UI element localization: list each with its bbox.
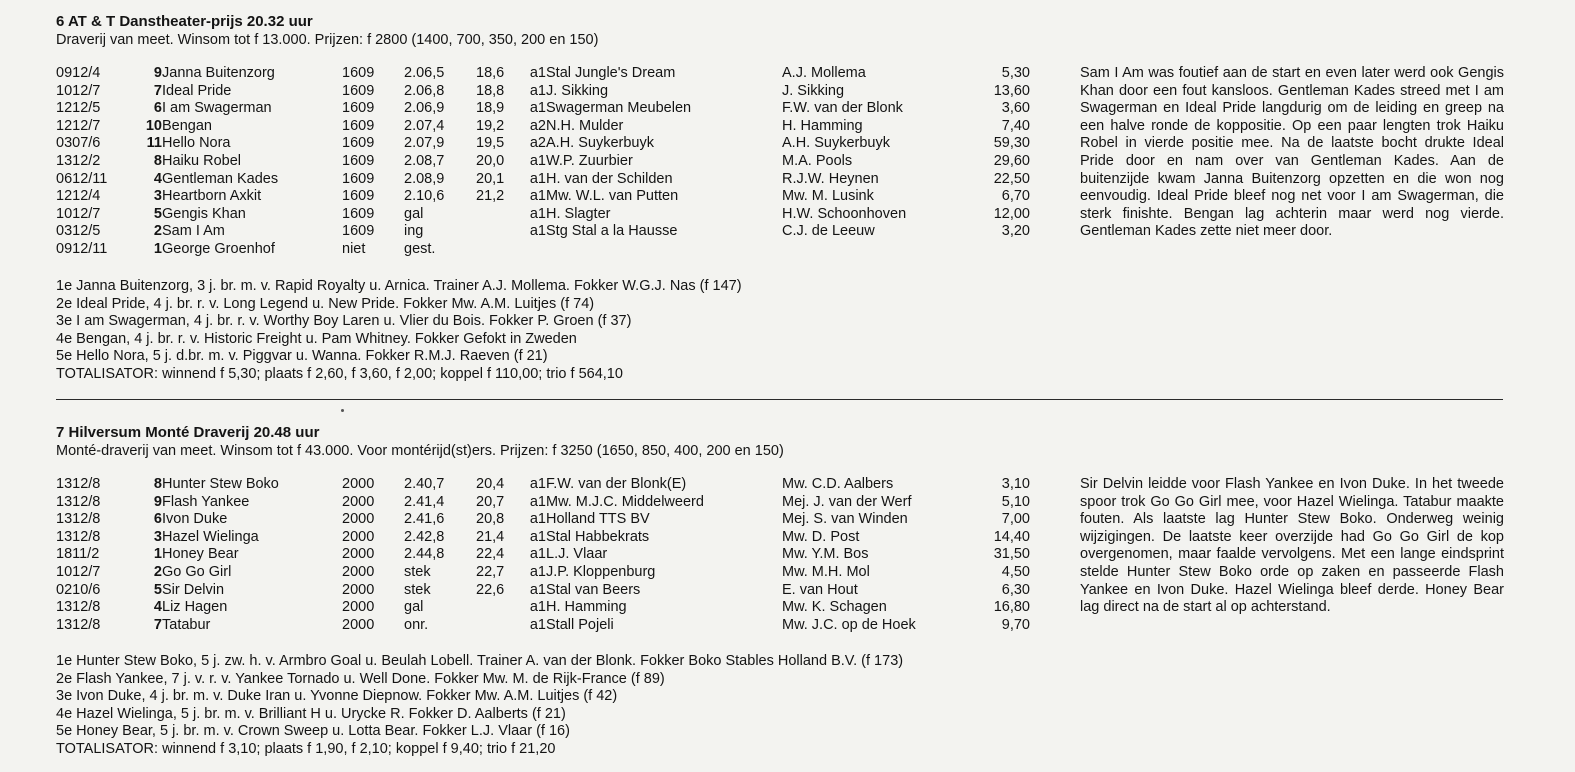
- distance-cell: 2000: [342, 599, 375, 616]
- odds-cell: 3,10: [1001, 476, 1030, 492]
- owner-cell: H. Hamming: [546, 599, 627, 616]
- finish-time-cell: gest.: [404, 240, 436, 257]
- finish-time-cell: 2.41,6: [404, 511, 445, 528]
- remark-cell: a1: [529, 82, 546, 99]
- remark-cell: a1: [529, 599, 546, 616]
- start-number-cell: 9: [153, 493, 162, 510]
- result-row: [56, 65, 1030, 83]
- km-time-cell: [476, 241, 516, 259]
- result-row: [56, 118, 1030, 136]
- odds-cell: 16,80: [993, 599, 1030, 616]
- finish-time-cell: 2.06,5: [404, 65, 445, 81]
- distance-cell: niet: [342, 240, 366, 257]
- horse-name-cell: Ivon Duke: [162, 511, 228, 528]
- odds-cell: 5,10: [1001, 493, 1030, 510]
- driver-cell: A.H. Suykerbuyk: [782, 135, 890, 152]
- start-code-cell: 1012/7: [56, 205, 101, 222]
- race-6-rows: [56, 65, 1030, 259]
- distance-cell: 1609: [342, 152, 375, 169]
- start-number-cell: 6: [153, 100, 162, 117]
- distance-cell: 2000: [342, 476, 375, 492]
- driver-cell: C.J. de Leeuw: [782, 223, 875, 240]
- km-time-cell: 22,4: [476, 546, 505, 563]
- km-time-cell: 19,2: [476, 117, 505, 134]
- start-code-cell: 1312/8: [56, 493, 101, 510]
- start-number-cell: 1: [153, 240, 162, 257]
- horse-name-cell: Sir Delvin: [162, 581, 225, 598]
- odds-cell: 7,40: [1001, 117, 1030, 134]
- start-number-cell: 8: [153, 476, 162, 492]
- start-code-cell: 0612/11: [56, 170, 108, 187]
- horse-name-cell: Heartborn Axkit: [162, 188, 262, 205]
- odds-cell: [970, 241, 1030, 259]
- owner-cell: Mw. W.L. van Putten: [546, 188, 679, 205]
- result-row: [56, 241, 1030, 259]
- remark-cell: a1: [529, 528, 546, 545]
- start-number-cell: 11: [146, 135, 162, 152]
- finish-time-cell: 2.42,8: [404, 528, 445, 545]
- distance-cell: 1609: [342, 100, 375, 117]
- result-row: [56, 582, 1030, 600]
- start-code-cell: 0307/6: [56, 135, 101, 152]
- horse-name-cell: Gengis Khan: [162, 205, 246, 222]
- owner-cell: Stal Habbekrats: [546, 528, 650, 545]
- start-number-cell: 4: [153, 170, 162, 187]
- start-number-cell: 2: [153, 223, 162, 240]
- result-row: [56, 83, 1030, 101]
- horse-name-cell: George Groenhof: [162, 240, 275, 257]
- race-7-rows: [56, 476, 1030, 634]
- driver-cell: Mej. J. van der Werf: [782, 493, 912, 510]
- remark-cell: a2: [529, 117, 546, 134]
- finish-time-cell: 2.10,6: [404, 188, 445, 205]
- race-6-results-table: [56, 65, 1030, 259]
- driver-cell: E. van Hout: [782, 581, 858, 598]
- owner-cell: [546, 241, 782, 259]
- finish-time-cell: stek: [404, 581, 431, 598]
- remark-cell: a1: [529, 152, 546, 169]
- km-time-cell: 21,2: [476, 188, 505, 205]
- driver-cell: A.J. Mollema: [782, 65, 866, 81]
- km-time-cell: 20,8: [476, 511, 505, 528]
- owner-cell: H. van der Schilden: [546, 170, 673, 187]
- owner-cell: F.W. van der Blonk(E): [546, 476, 687, 492]
- km-time-cell: [476, 223, 516, 241]
- start-number-cell: 10: [145, 117, 162, 134]
- distance-cell: 2000: [342, 511, 375, 528]
- remark-cell: a1: [529, 170, 546, 187]
- result-row: [56, 511, 1030, 529]
- print-speck: [341, 409, 344, 412]
- race-6-pedigree-line: 4e Bengan, 4 j. br. r. v. Historic Freight u. Pam Whitney. Fokker Gefokt in Zweden: [56, 330, 577, 347]
- start-code-cell: 1212/5: [56, 100, 101, 117]
- driver-cell: Mw. Y.M. Bos: [782, 546, 869, 563]
- finish-time-cell: 2.07,9: [404, 135, 445, 152]
- start-number-cell: 7: [153, 82, 162, 99]
- horse-name-cell: Hello Nora: [162, 135, 231, 152]
- start-number-cell: 1: [153, 546, 162, 563]
- owner-cell: N.H. Mulder: [546, 117, 624, 134]
- km-time-cell: 18,8: [476, 82, 505, 99]
- horse-name-cell: Flash Yankee: [162, 493, 250, 510]
- remark-cell: a2: [529, 135, 546, 152]
- owner-cell: A.H. Suykerbuyk: [546, 135, 654, 152]
- result-row: [56, 223, 1030, 241]
- race-6-pedigree-line: 2e Ideal Pride, 4 j. br. r. v. Long Legend u. New Pride. Fokker Mw. A.M. Luitjes (f 74): [56, 295, 595, 312]
- odds-cell: 31,50: [993, 546, 1030, 563]
- owner-cell: J.P. Kloppenburg: [546, 563, 656, 580]
- start-code-cell: 0312/5: [56, 223, 101, 240]
- horse-name-cell: Bengan: [162, 117, 212, 134]
- odds-cell: 12,00: [993, 205, 1030, 222]
- odds-cell: 4,50: [1001, 563, 1030, 580]
- driver-cell: Mw. M. Lusink: [782, 188, 874, 205]
- owner-cell: Stg Stal a la Hausse: [546, 223, 678, 240]
- distance-cell: 1609: [342, 188, 375, 205]
- driver-cell: Mw. J.C. op de Hoek: [782, 616, 916, 633]
- finish-time-cell: 2.08,9: [404, 170, 445, 187]
- remark-cell: a1: [529, 476, 546, 492]
- km-time-cell: 18,6: [476, 65, 505, 81]
- finish-time-cell: 2.41,4: [404, 493, 445, 510]
- distance-cell: 1609: [342, 170, 375, 187]
- result-row: [56, 476, 1030, 494]
- odds-cell: 7,00: [1001, 511, 1030, 528]
- start-code-cell: 1312/8: [56, 599, 101, 616]
- start-number-cell: 4: [153, 599, 162, 616]
- remark-cell: a1: [529, 223, 546, 240]
- odds-cell: 13,60: [993, 82, 1030, 99]
- horse-name-cell: Ideal Pride: [162, 82, 232, 99]
- start-code-cell: 1012/7: [56, 563, 101, 580]
- km-time-cell: 20,1: [476, 170, 505, 187]
- result-row: [56, 135, 1030, 153]
- odds-cell: 9,70: [1001, 616, 1030, 633]
- distance-cell: 1609: [342, 65, 375, 81]
- owner-cell: Swagerman Meubelen: [546, 100, 692, 117]
- start-number-cell: 5: [153, 581, 162, 598]
- horse-name-cell: Hazel Wielinga: [162, 528, 259, 545]
- driver-cell: Mw. D. Post: [782, 528, 860, 545]
- driver-cell: F.W. van der Blonk: [782, 100, 903, 117]
- race-7-section: [56, 424, 1556, 757]
- result-row: [56, 546, 1030, 564]
- start-code-cell: 1012/7: [56, 82, 101, 99]
- distance-cell: 2000: [342, 493, 375, 510]
- odds-cell: 14,40: [993, 528, 1030, 545]
- finish-time-cell: 2.40,7: [404, 476, 445, 492]
- driver-cell: [782, 241, 970, 259]
- start-code-cell: 0912/11: [56, 240, 108, 257]
- result-row: [56, 206, 1030, 224]
- horse-name-cell: Honey Bear: [162, 546, 239, 563]
- start-code-cell: 1312/8: [56, 616, 101, 633]
- km-time-cell: 22,7: [476, 563, 505, 580]
- driver-cell: Mw. C.D. Aalbers: [782, 476, 894, 492]
- finish-time-cell: ing: [404, 223, 424, 240]
- finish-time-cell: 2.06,9: [404, 100, 445, 117]
- race-7-pedigree-line: 1e Hunter Stew Boko, 5 j. zw. h. v. Armbro Goal u. Beulah Lobell. Trainer A. van der Blonk. Fokker Boko Stables Holland B.V. (f 173): [56, 653, 904, 669]
- horse-name-cell: Sam I Am: [162, 223, 225, 240]
- driver-cell: R.J.W. Heynen: [782, 170, 879, 187]
- distance-cell: 2000: [342, 528, 375, 545]
- owner-cell: Stal Jungle's Dream: [546, 65, 676, 81]
- race-7-comment: Sir Delvin leidde voor Flash Yankee en Ivon Duke. In het tweede spoor trok Go Go Girl mee, voor Hazel Wielinga. Tatabur maakte fouten. Als laatste lag Hunter Stew Boko. Onderweg weinig wijzigingen. De laatste keer overzijde had Go Go Girl de kop overgenomen, maar faalde vervolgens. Met een lange eindsprint stelde Hunter Stew Boko orde op zaken en passeerde Flash Yankee en Ivon Duke. Hazel Wielinga bleef derde. Honey Bear lag direct na de start al op achterstand.: [1080, 476, 1504, 616]
- race-7-totalisator: TOTALISATOR: winnend f 3,10; plaats f 1,90, f 2,10; koppel f 9,40; trio f 21,20: [56, 740, 556, 757]
- horse-name-cell: Haiku Robel: [162, 152, 241, 169]
- race-7-pedigree-line: 4e Hazel Wielinga, 5 j. br. m. v. Brilliant H u. Urycke R. Fokker D. Aalberts (f 21): [56, 705, 566, 722]
- remark-cell: a1: [529, 511, 546, 528]
- odds-cell: 6,70: [1001, 188, 1030, 205]
- result-row: [56, 153, 1030, 171]
- odds-cell: 29,60: [993, 152, 1030, 169]
- odds-cell: 59,30: [993, 135, 1030, 152]
- race-6-title: 6 AT & T Danstheater-prijs 20.32 uur: [56, 13, 313, 30]
- remark-cell: a1: [529, 205, 546, 222]
- finish-time-cell: gal: [404, 599, 424, 616]
- result-row: [56, 599, 1030, 617]
- result-row: [56, 188, 1030, 206]
- odds-cell: 3,60: [1001, 100, 1030, 117]
- finish-time-cell: onr.: [404, 616, 429, 633]
- distance-cell: 1609: [342, 82, 375, 99]
- odds-cell: 5,30: [1001, 65, 1030, 81]
- section-divider: [56, 399, 1503, 400]
- km-time-cell: [476, 206, 516, 224]
- finish-time-cell: 2.07,4: [404, 117, 445, 134]
- finish-time-cell: 2.44,8: [404, 546, 445, 563]
- driver-cell: Mw. K. Schagen: [782, 599, 887, 616]
- race-7-results-table: [56, 476, 1030, 634]
- horse-name-cell: Gentleman Kades: [162, 170, 279, 187]
- race-6-pedigree-line: 5e Hello Nora, 5 j. d.br. m. v. Piggvar u. Wanna. Fokker R.M.J. Raeven (f 21): [56, 348, 548, 365]
- driver-cell: J. Sikking: [782, 82, 845, 99]
- horse-name-cell: Tatabur: [162, 616, 211, 633]
- remark-cell: a1: [529, 616, 546, 633]
- horse-name-cell: I am Swagerman: [162, 100, 272, 117]
- remark-cell: a1: [529, 546, 546, 563]
- result-row: [56, 617, 1030, 635]
- km-time-cell: 21,4: [476, 528, 505, 545]
- driver-cell: Mw. M.H. Mol: [782, 563, 870, 580]
- result-row: [56, 529, 1030, 547]
- start-code-cell: 1212/4: [56, 188, 101, 205]
- race-7-pedigree-line: 2e Flash Yankee, 7 j. v. r. v. Yankee Tornado u. Well Done. Fokker Mw. M. de Rijk-France (f 89): [56, 670, 665, 687]
- race-6-subtitle: Draverij van meet. Winsom tot f 13.000. Prijzen: f 2800 (1400, 700, 350, 200 en 150): [56, 32, 599, 48]
- result-row: [56, 494, 1030, 512]
- race-6-pedigree-line: 1e Janna Buitenzorg, 3 j. br. m. v. Rapid Royalty u. Arnica. Trainer A.J. Mollema. Fokker W.G.J. Nas (f 147): [56, 278, 742, 294]
- owner-cell: J. Sikking: [546, 82, 609, 99]
- result-row: [56, 171, 1030, 189]
- start-number-cell: 6: [153, 511, 162, 528]
- start-number-cell: 3: [153, 188, 162, 205]
- race-7-pedigree-line: 3e Ivon Duke, 4 j. br. m. v. Duke Iran u. Yvonne Diepnow. Fokker Mw. A.M. Luitjes (f 42): [56, 688, 618, 705]
- start-code-cell: 1811/2: [56, 546, 100, 563]
- start-code-cell: 0210/6: [56, 581, 101, 598]
- start-code-cell: 1312/2: [56, 152, 101, 169]
- distance-cell: 2000: [342, 616, 375, 633]
- owner-cell: L.J. Vlaar: [546, 546, 608, 563]
- start-code-cell: 0912/4: [56, 65, 101, 81]
- km-time-cell: 18,9: [476, 100, 505, 117]
- owner-cell: Stal van Beers: [546, 581, 641, 598]
- finish-time-cell: gal: [404, 205, 424, 222]
- start-code-cell: 1212/7: [56, 117, 101, 134]
- start-number-cell: 5: [153, 205, 162, 222]
- distance-cell: 2000: [342, 563, 375, 580]
- km-time-cell: 22,6: [476, 581, 505, 598]
- start-code-cell: 1312/8: [56, 476, 101, 492]
- owner-cell: H. Slagter: [546, 205, 611, 222]
- distance-cell: 1609: [342, 205, 375, 222]
- odds-cell: 3,20: [1001, 223, 1030, 240]
- owner-cell: Holland TTS BV: [546, 511, 650, 528]
- distance-cell: 2000: [342, 581, 375, 598]
- km-time-cell: 19,5: [476, 135, 505, 152]
- km-time-cell: [476, 599, 516, 617]
- remark-cell: [516, 241, 546, 259]
- horse-name-cell: Liz Hagen: [162, 599, 228, 616]
- distance-cell: 1609: [342, 223, 375, 240]
- distance-cell: 2000: [342, 546, 375, 563]
- finish-time-cell: stek: [404, 563, 431, 580]
- km-time-cell: 20,0: [476, 152, 505, 169]
- horse-name-cell: Janna Buitenzorg: [162, 65, 275, 81]
- race-7-pedigree: [56, 653, 903, 759]
- race-7-title: 7 Hilversum Monté Draverij 20.48 uur: [56, 424, 320, 441]
- driver-cell: Mej. S. van Winden: [782, 511, 908, 528]
- start-number-cell: 2: [153, 563, 162, 580]
- finish-time-cell: 2.06,8: [404, 82, 445, 99]
- race-6-pedigree: [56, 278, 742, 384]
- remark-cell: a1: [529, 581, 546, 598]
- km-time-cell: 20,4: [476, 476, 505, 492]
- race-6-comment: Sam I Am was foutief aan de start en even later werd ook Gengis Khan door een fout kansloos. Gentleman Kades streed met I am Swagerman en Ideal Pride langdurig om de leiding en greep na een halve ronde de koppositie. Op een paar lengten trok Haiku Robel in vierde positie mee. Na de laatste bocht drukte Ideal Pride door en nam over van Gentleman Kades. Aan de buitenzijde kwam Janna Buitenzorg opzetten en die won nog eenvoudig. Ideal Pride bleef nog net voor I am Swagerman, die sterk finishte. Bengan lag achterin maar werd nog vierde. Gentleman Kades zette niet meer door.: [1080, 65, 1504, 240]
- owner-cell: W.P. Zuurbier: [546, 152, 633, 169]
- remark-cell: a1: [529, 100, 546, 117]
- distance-cell: 1609: [342, 135, 375, 152]
- result-row: [56, 100, 1030, 118]
- race-6-pedigree-line: 3e I am Swagerman, 4 j. br. r. v. Worthy Boy Laren u. Vlier du Bois. Fokker P. Groen (f 37): [56, 313, 632, 330]
- remark-cell: a1: [529, 563, 546, 580]
- distance-cell: 1609: [342, 117, 375, 134]
- start-number-cell: 7: [153, 616, 162, 633]
- odds-cell: 6,30: [1001, 581, 1030, 598]
- race-7-subtitle: Monté-draverij van meet. Winsom tot f 43.000. Voor montérijd(st)ers. Prijzen: f 3250 (1650, 850, 400, 200 en 150): [56, 443, 784, 459]
- result-row: [56, 564, 1030, 582]
- remark-cell: a1: [529, 65, 546, 81]
- driver-cell: H.W. Schoonhoven: [782, 205, 907, 222]
- odds-cell: 22,50: [993, 170, 1030, 187]
- finish-time-cell: 2.08,7: [404, 152, 445, 169]
- start-number-cell: 9: [153, 65, 162, 81]
- race-7-pedigree-line: 5e Honey Bear, 5 j. br. m. v. Crown Sweep u. Lotta Bear. Fokker L.J. Vlaar (f 16): [56, 723, 570, 740]
- start-number-cell: 8: [153, 152, 162, 169]
- remark-cell: a1: [529, 188, 546, 205]
- km-time-cell: [476, 617, 516, 635]
- km-time-cell: 20,7: [476, 493, 505, 510]
- race-6-totalisator: TOTALISATOR: winnend f 5,30; plaats f 2,60, f 3,60, f 2,00; koppel f 110,00; trio f 564,10: [56, 365, 623, 382]
- start-number-cell: 3: [153, 528, 162, 545]
- driver-cell: M.A. Pools: [782, 152, 853, 169]
- owner-cell: Stall Pojeli: [546, 616, 614, 633]
- driver-cell: H. Hamming: [782, 117, 863, 134]
- remark-cell: a1: [529, 493, 546, 510]
- horse-name-cell: Hunter Stew Boko: [162, 476, 279, 492]
- start-code-cell: 1312/8: [56, 528, 101, 545]
- owner-cell: Mw. M.J.C. Middelweerd: [546, 493, 704, 510]
- horse-name-cell: Go Go Girl: [162, 563, 232, 580]
- start-code-cell: 1312/8: [56, 511, 101, 528]
- race-6-section: [56, 13, 1556, 382]
